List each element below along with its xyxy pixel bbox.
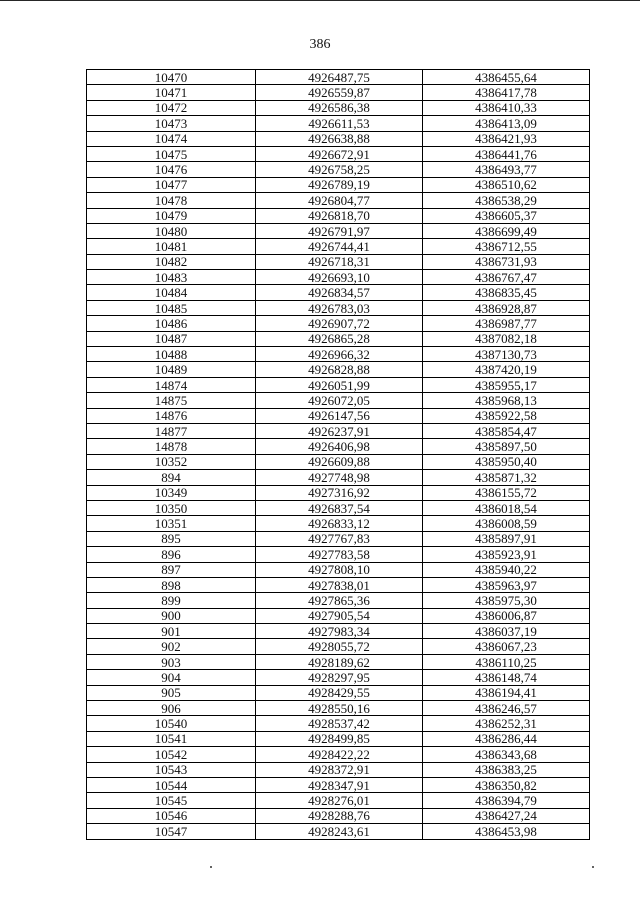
x-coordinate-cell: 4926791,97 <box>256 223 423 238</box>
table-row <box>87 485 590 500</box>
point-number-cell: 10477 <box>87 177 256 192</box>
table-row <box>87 639 590 654</box>
point-number-cell: 14874 <box>87 377 256 392</box>
table-row <box>87 685 590 700</box>
y-coordinate-cell: 4386835,45 <box>423 285 590 300</box>
table-row <box>87 824 590 839</box>
point-number-cell: 10547 <box>87 824 256 839</box>
point-number-cell: 903 <box>87 654 256 669</box>
x-coordinate-cell: 4926487,75 <box>256 70 423 85</box>
x-coordinate-cell: 4926907,72 <box>256 316 423 331</box>
point-number-cell: 896 <box>87 547 256 562</box>
x-coordinate-cell: 4926147,56 <box>256 408 423 423</box>
y-coordinate-cell: 4386006,87 <box>423 608 590 623</box>
table-row <box>87 239 590 254</box>
point-number-cell: 10486 <box>87 316 256 331</box>
y-coordinate-cell: 4386410,33 <box>423 100 590 115</box>
y-coordinate-cell: 4386767,47 <box>423 270 590 285</box>
y-coordinate-cell: 4386394,79 <box>423 793 590 808</box>
x-coordinate-cell: 4928422,22 <box>256 747 423 762</box>
point-number-cell: 10544 <box>87 777 256 792</box>
coordinates-table <box>86 69 590 840</box>
x-coordinate-cell: 4926758,25 <box>256 162 423 177</box>
y-coordinate-cell: 4385897,91 <box>423 531 590 546</box>
y-coordinate-cell: 4386493,77 <box>423 162 590 177</box>
table-row <box>87 470 590 485</box>
point-number-cell: 899 <box>87 593 256 608</box>
x-coordinate-cell: 4926611,53 <box>256 116 423 131</box>
point-number-cell: 10473 <box>87 116 256 131</box>
y-coordinate-cell: 4385968,13 <box>423 393 590 408</box>
x-coordinate-cell: 4926744,41 <box>256 239 423 254</box>
x-coordinate-cell: 4926804,77 <box>256 193 423 208</box>
x-coordinate-cell: 4926237,91 <box>256 423 423 438</box>
point-number-cell: 10475 <box>87 146 256 161</box>
x-coordinate-cell: 4927767,83 <box>256 531 423 546</box>
point-number-cell: 904 <box>87 670 256 685</box>
y-coordinate-cell: 4386510,62 <box>423 177 590 192</box>
point-number-cell: 10540 <box>87 716 256 731</box>
stray-mark <box>592 866 594 868</box>
y-coordinate-cell: 4386712,55 <box>423 239 590 254</box>
table-row <box>87 624 590 639</box>
x-coordinate-cell: 4928276,01 <box>256 793 423 808</box>
y-coordinate-cell: 4385922,58 <box>423 408 590 423</box>
x-coordinate-cell: 4926638,88 <box>256 131 423 146</box>
point-number-cell: 10488 <box>87 347 256 362</box>
table-row <box>87 654 590 669</box>
point-number-cell: 14878 <box>87 439 256 454</box>
y-coordinate-cell: 4385854,47 <box>423 423 590 438</box>
table-row <box>87 516 590 531</box>
table-row <box>87 747 590 762</box>
y-coordinate-cell: 4386286,44 <box>423 731 590 746</box>
point-number-cell: 10474 <box>87 131 256 146</box>
y-coordinate-cell: 4386148,74 <box>423 670 590 685</box>
point-number-cell: 10471 <box>87 85 256 100</box>
table-row <box>87 223 590 238</box>
table-row <box>87 562 590 577</box>
table-row <box>87 362 590 377</box>
x-coordinate-cell: 4928055,72 <box>256 639 423 654</box>
point-number-cell: 901 <box>87 624 256 639</box>
point-number-cell: 10472 <box>87 100 256 115</box>
y-coordinate-cell: 4385897,50 <box>423 439 590 454</box>
point-number-cell: 894 <box>87 470 256 485</box>
table-row <box>87 731 590 746</box>
table-row <box>87 70 590 85</box>
point-number-cell: 14875 <box>87 393 256 408</box>
point-number-cell: 900 <box>87 608 256 623</box>
y-coordinate-cell: 4386067,23 <box>423 639 590 654</box>
y-coordinate-cell: 4386417,78 <box>423 85 590 100</box>
y-coordinate-cell: 4386413,09 <box>423 116 590 131</box>
y-coordinate-cell: 4387130,73 <box>423 347 590 362</box>
table-row <box>87 808 590 823</box>
table-row <box>87 531 590 546</box>
x-coordinate-cell: 4928499,85 <box>256 731 423 746</box>
point-number-cell: 10478 <box>87 193 256 208</box>
page-number: 386 <box>309 37 331 52</box>
y-coordinate-cell: 4386421,93 <box>423 131 590 146</box>
y-coordinate-cell: 4387082,18 <box>423 331 590 346</box>
point-number-cell: 10482 <box>87 254 256 269</box>
x-coordinate-cell: 4926072,05 <box>256 393 423 408</box>
x-coordinate-cell: 4928429,55 <box>256 685 423 700</box>
table-row <box>87 270 590 285</box>
y-coordinate-cell: 4385940,22 <box>423 562 590 577</box>
top-rule <box>0 0 640 1</box>
point-number-cell: 14876 <box>87 408 256 423</box>
y-coordinate-cell: 4386605,37 <box>423 208 590 223</box>
point-number-cell: 14877 <box>87 423 256 438</box>
x-coordinate-cell: 4927983,34 <box>256 624 423 639</box>
table-row <box>87 208 590 223</box>
point-number-cell: 10480 <box>87 223 256 238</box>
y-coordinate-cell: 4385923,91 <box>423 547 590 562</box>
y-coordinate-cell: 4386455,64 <box>423 70 590 85</box>
point-number-cell: 10543 <box>87 762 256 777</box>
x-coordinate-cell: 4927838,01 <box>256 577 423 592</box>
point-number-cell: 895 <box>87 531 256 546</box>
x-coordinate-cell: 4926609,88 <box>256 454 423 469</box>
x-coordinate-cell: 4926865,28 <box>256 331 423 346</box>
y-coordinate-cell: 4386538,29 <box>423 193 590 208</box>
y-coordinate-cell: 4386928,87 <box>423 300 590 315</box>
y-coordinate-cell: 4385950,40 <box>423 454 590 469</box>
table-row <box>87 777 590 792</box>
table-row <box>87 393 590 408</box>
table-row <box>87 331 590 346</box>
point-number-cell: 905 <box>87 685 256 700</box>
x-coordinate-cell: 4928189,62 <box>256 654 423 669</box>
table-row <box>87 793 590 808</box>
point-number-cell: 10470 <box>87 70 256 85</box>
table-row <box>87 547 590 562</box>
y-coordinate-cell: 4386037,19 <box>423 624 590 639</box>
x-coordinate-cell: 4926051,99 <box>256 377 423 392</box>
point-number-cell: 10541 <box>87 731 256 746</box>
point-number-cell: 10484 <box>87 285 256 300</box>
x-coordinate-cell: 4926718,31 <box>256 254 423 269</box>
point-number-cell: 10545 <box>87 793 256 808</box>
x-coordinate-cell: 4927905,54 <box>256 608 423 623</box>
table-row <box>87 439 590 454</box>
y-coordinate-cell: 4386110,25 <box>423 654 590 669</box>
table-row <box>87 408 590 423</box>
y-coordinate-cell: 4386699,49 <box>423 223 590 238</box>
x-coordinate-cell: 4926406,98 <box>256 439 423 454</box>
y-coordinate-cell: 4385975,30 <box>423 593 590 608</box>
y-coordinate-cell: 4387420,19 <box>423 362 590 377</box>
point-number-cell: 906 <box>87 701 256 716</box>
table-row <box>87 500 590 515</box>
table-row <box>87 177 590 192</box>
y-coordinate-cell: 4386731,93 <box>423 254 590 269</box>
table-row <box>87 670 590 685</box>
x-coordinate-cell: 4928347,91 <box>256 777 423 792</box>
x-coordinate-cell: 4928288,76 <box>256 808 423 823</box>
table-row <box>87 316 590 331</box>
y-coordinate-cell: 4386453,98 <box>423 824 590 839</box>
y-coordinate-cell: 4386155,72 <box>423 485 590 500</box>
table-row <box>87 116 590 131</box>
y-coordinate-cell: 4386246,57 <box>423 701 590 716</box>
y-coordinate-cell: 4386987,77 <box>423 316 590 331</box>
table-row <box>87 131 590 146</box>
y-coordinate-cell: 4385871,32 <box>423 470 590 485</box>
table-row <box>87 85 590 100</box>
point-number-cell: 10352 <box>87 454 256 469</box>
point-number-cell: 902 <box>87 639 256 654</box>
x-coordinate-cell: 4928297,95 <box>256 670 423 685</box>
point-number-cell: 10349 <box>87 485 256 500</box>
x-coordinate-cell: 4927865,36 <box>256 593 423 608</box>
point-number-cell: 10479 <box>87 208 256 223</box>
x-coordinate-cell: 4926966,32 <box>256 347 423 362</box>
table-row <box>87 577 590 592</box>
x-coordinate-cell: 4927316,92 <box>256 485 423 500</box>
point-number-cell: 10483 <box>87 270 256 285</box>
x-coordinate-cell: 4927783,58 <box>256 547 423 562</box>
table-row <box>87 100 590 115</box>
x-coordinate-cell: 4927748,98 <box>256 470 423 485</box>
table-row <box>87 285 590 300</box>
x-coordinate-cell: 4926834,57 <box>256 285 423 300</box>
x-coordinate-cell: 4928372,91 <box>256 762 423 777</box>
x-coordinate-cell: 4926837,54 <box>256 500 423 515</box>
y-coordinate-cell: 4385955,17 <box>423 377 590 392</box>
x-coordinate-cell: 4926818,70 <box>256 208 423 223</box>
y-coordinate-cell: 4386427,24 <box>423 808 590 823</box>
y-coordinate-cell: 4386383,25 <box>423 762 590 777</box>
point-number-cell: 10485 <box>87 300 256 315</box>
x-coordinate-cell: 4928537,42 <box>256 716 423 731</box>
y-coordinate-cell: 4386252,31 <box>423 716 590 731</box>
coordinates-table-body <box>87 70 590 840</box>
table-row <box>87 146 590 161</box>
point-number-cell: 10546 <box>87 808 256 823</box>
table-row <box>87 701 590 716</box>
x-coordinate-cell: 4926789,19 <box>256 177 423 192</box>
y-coordinate-cell: 4386441,76 <box>423 146 590 161</box>
table-row <box>87 762 590 777</box>
table-row <box>87 300 590 315</box>
x-coordinate-cell: 4926559,87 <box>256 85 423 100</box>
table-row <box>87 593 590 608</box>
y-coordinate-cell: 4385963,97 <box>423 577 590 592</box>
y-coordinate-cell: 4386194,41 <box>423 685 590 700</box>
y-coordinate-cell: 4386018,54 <box>423 500 590 515</box>
table-row <box>87 377 590 392</box>
point-number-cell: 10487 <box>87 331 256 346</box>
x-coordinate-cell: 4926833,12 <box>256 516 423 531</box>
point-number-cell: 10489 <box>87 362 256 377</box>
point-number-cell: 10481 <box>87 239 256 254</box>
x-coordinate-cell: 4926783,03 <box>256 300 423 315</box>
y-coordinate-cell: 4386350,82 <box>423 777 590 792</box>
table-row <box>87 162 590 177</box>
point-number-cell: 10542 <box>87 747 256 762</box>
point-number-cell: 10350 <box>87 500 256 515</box>
point-number-cell: 898 <box>87 577 256 592</box>
table-row <box>87 454 590 469</box>
table-row <box>87 193 590 208</box>
x-coordinate-cell: 4928550,16 <box>256 701 423 716</box>
point-number-cell: 10351 <box>87 516 256 531</box>
x-coordinate-cell: 4927808,10 <box>256 562 423 577</box>
point-number-cell: 897 <box>87 562 256 577</box>
stray-mark <box>210 866 212 868</box>
y-coordinate-cell: 4386343,68 <box>423 747 590 762</box>
y-coordinate-cell: 4386008,59 <box>423 516 590 531</box>
table-row <box>87 716 590 731</box>
point-number-cell: 10476 <box>87 162 256 177</box>
table-row <box>87 254 590 269</box>
x-coordinate-cell: 4926672,91 <box>256 146 423 161</box>
x-coordinate-cell: 4926828,88 <box>256 362 423 377</box>
table-row <box>87 347 590 362</box>
x-coordinate-cell: 4926586,38 <box>256 100 423 115</box>
table-row <box>87 423 590 438</box>
x-coordinate-cell: 4928243,61 <box>256 824 423 839</box>
x-coordinate-cell: 4926693,10 <box>256 270 423 285</box>
table-row <box>87 608 590 623</box>
